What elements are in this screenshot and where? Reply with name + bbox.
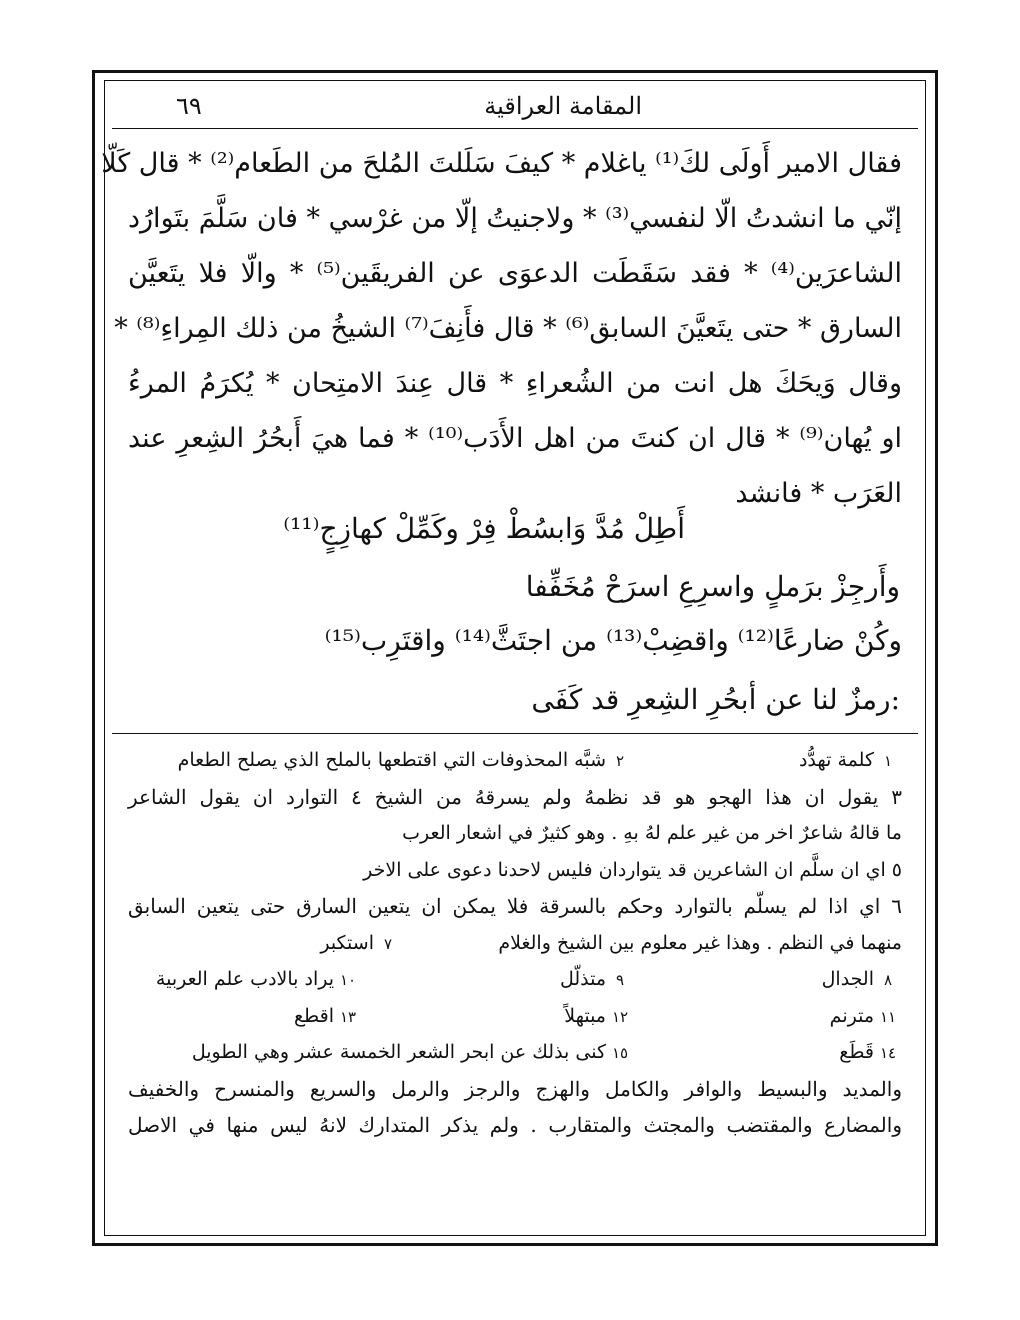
- footnote-line: والمديد والبسيط والوافر والكامل والهزج والرجز والرمل والسريع والمنسرح والخفيف: [128, 1076, 902, 1101]
- footnote: [560, 961, 634, 999]
- footnote-number: ١٥: [611, 1044, 629, 1062]
- footnote-text: متذلّل: [559, 968, 606, 990]
- footnote-text: مبتهلاً: [564, 1004, 606, 1027]
- footnote: [294, 998, 362, 1036]
- footnote-text: قَطَع: [839, 1041, 874, 1063]
- text-line: او يُهان⁽⁹⁾ * قال ان كنتَ من اهل الأَدَب⁽¹⁰⁾ * فما هيَ أَبحُرُ الشِعرِ عند: [128, 423, 902, 454]
- footnote-row: [128, 742, 902, 779]
- text-line: العَرَب * فانشد: [735, 478, 902, 509]
- footnote-number: ١١: [879, 1007, 897, 1026]
- footnote: [192, 1034, 634, 1072]
- footnote: [839, 1034, 902, 1072]
- footnote-text: مترنم: [829, 1004, 874, 1027]
- verse-line: :رمزٌ لنا عن أبحُرِ الشِعرِ قد كَفَى: [531, 683, 900, 716]
- text-line: إنّي ما انشدتُ الّا لنفسي⁽³⁾ * ولاجنيتُ إلّا من غرْسي * فان سَلَّمَ بتَوارُد: [128, 203, 902, 234]
- footnote: [320, 925, 402, 963]
- main-text: [101, 136, 902, 521]
- verse-line: أَطِلْ مُدَّ وَابسُطْ فِرْ وكَمِّلْ كهازِجٍ⁽¹¹⁾: [283, 512, 685, 545]
- page-number: ٦٩: [176, 92, 202, 120]
- text-line: السارق * حتى يتَعيَّنَ السابق⁽⁶⁾ * قال فأَنِفَ⁽⁷⁾ الشيخُ من ذلك المِراءِ⁽⁸⁾ *: [114, 313, 902, 344]
- footnote-line: والمضارع والمقتضب والمجتث والمتقارب . ولم يذكر المتدارك لانهُ ليس منها في الاصل: [128, 1113, 902, 1137]
- text-line: فقال الامير أَولَى لكَ⁽¹⁾ ياغلام * كيفَ سَلَلتَ المُلحَ من الطَعام⁽²⁾ * قال كَلّا: [101, 148, 902, 179]
- footnote: [822, 961, 902, 999]
- footnote-line: ٥ اي ان سلَّم ان الشاعرين قد يتواردان فليس لاحدنا دعوى على الاخر: [363, 858, 902, 881]
- verse-line: وكُنْ ضارعًا⁽¹²⁾ واقضِبْ⁽¹³⁾ من اجتَثَّ⁽¹⁴⁾ واقتَرِب⁽¹⁵⁾: [324, 624, 902, 657]
- footnote-row: [128, 1034, 902, 1071]
- footnote-line: ٣ يقول ان هذا الهجو هو قد نظمهُ ولم يسرقهُ من الشيخ ٤ التوارد ان يقول الشاعر: [128, 784, 902, 809]
- footnote-text: كنى بذلك عن ابحر الشعر الخمسة عشر وهي الطويل: [191, 1041, 606, 1063]
- footnote-rule: [112, 733, 918, 734]
- footnote-text: اقطع: [293, 1004, 334, 1027]
- footnote-line: ٦ اي اذا لم يسلّم بالتوارد وحكم بالسرقة فلا يمكن ان يتعين السارق حتى يتعين السابق: [128, 894, 902, 918]
- footnote-row: [128, 961, 902, 998]
- footnote-line: ما قالهُ شاعرٌ اخر من غير علم لهُ بهِ . وهو كثيرٌ في اشعار العرب: [402, 822, 902, 844]
- footnote-text: استكبر: [320, 931, 374, 954]
- footnote-text: يراد بالادب علم العربية: [155, 968, 334, 990]
- footnote-number: ٩: [615, 971, 625, 989]
- footnote-number: ٨: [883, 971, 893, 989]
- footnote: [156, 961, 362, 999]
- footnote-text: شبَّه المحذوفات التي اقتطعها بالملح الذي يصلح الطعام: [177, 749, 606, 771]
- footnote-number: ١٣: [339, 1007, 357, 1026]
- footnote-text: منهما في النظم . وهذا غير معلوم بين الشيخ والغلام: [498, 931, 902, 954]
- header-rule: [112, 128, 918, 129]
- footnote: [178, 742, 634, 780]
- footnote: [799, 742, 902, 780]
- footnote-number: ٢: [615, 752, 625, 770]
- footnote-text: كلمة تهدُّد: [798, 749, 874, 771]
- footnote: [830, 998, 902, 1036]
- running-title: المقامة العراقية: [484, 92, 642, 120]
- footnote-text: الجدال: [821, 968, 874, 990]
- footnote-number: ١٢: [611, 1007, 629, 1026]
- verse-line: وأَرجِزْ برَملٍ واسرِعِ اسرَحْ مُخَفِّفا: [525, 570, 900, 603]
- footnote-row: [128, 998, 902, 1035]
- footnote-row: [128, 925, 902, 962]
- footnotes: [128, 742, 902, 1144]
- footnote-number: ١: [883, 752, 893, 770]
- footnote: [564, 998, 634, 1036]
- footnote-number: ٧: [383, 934, 393, 953]
- footnote-number: ١٠: [339, 971, 357, 989]
- text-line: وقال وَيحَكَ هل انت من الشُعراءِ * قال عِندَ الامتِحان * يُكرَمُ المرءُ: [128, 368, 902, 399]
- text-line: الشاعرَين⁽⁴⁾ * فقد سَقَطَت الدعوَى عن الفريقَين⁽⁵⁾ * والّا فلا يتَعيَّن: [128, 258, 902, 289]
- footnote-number: ١٤: [879, 1044, 897, 1062]
- page-header: [128, 90, 902, 126]
